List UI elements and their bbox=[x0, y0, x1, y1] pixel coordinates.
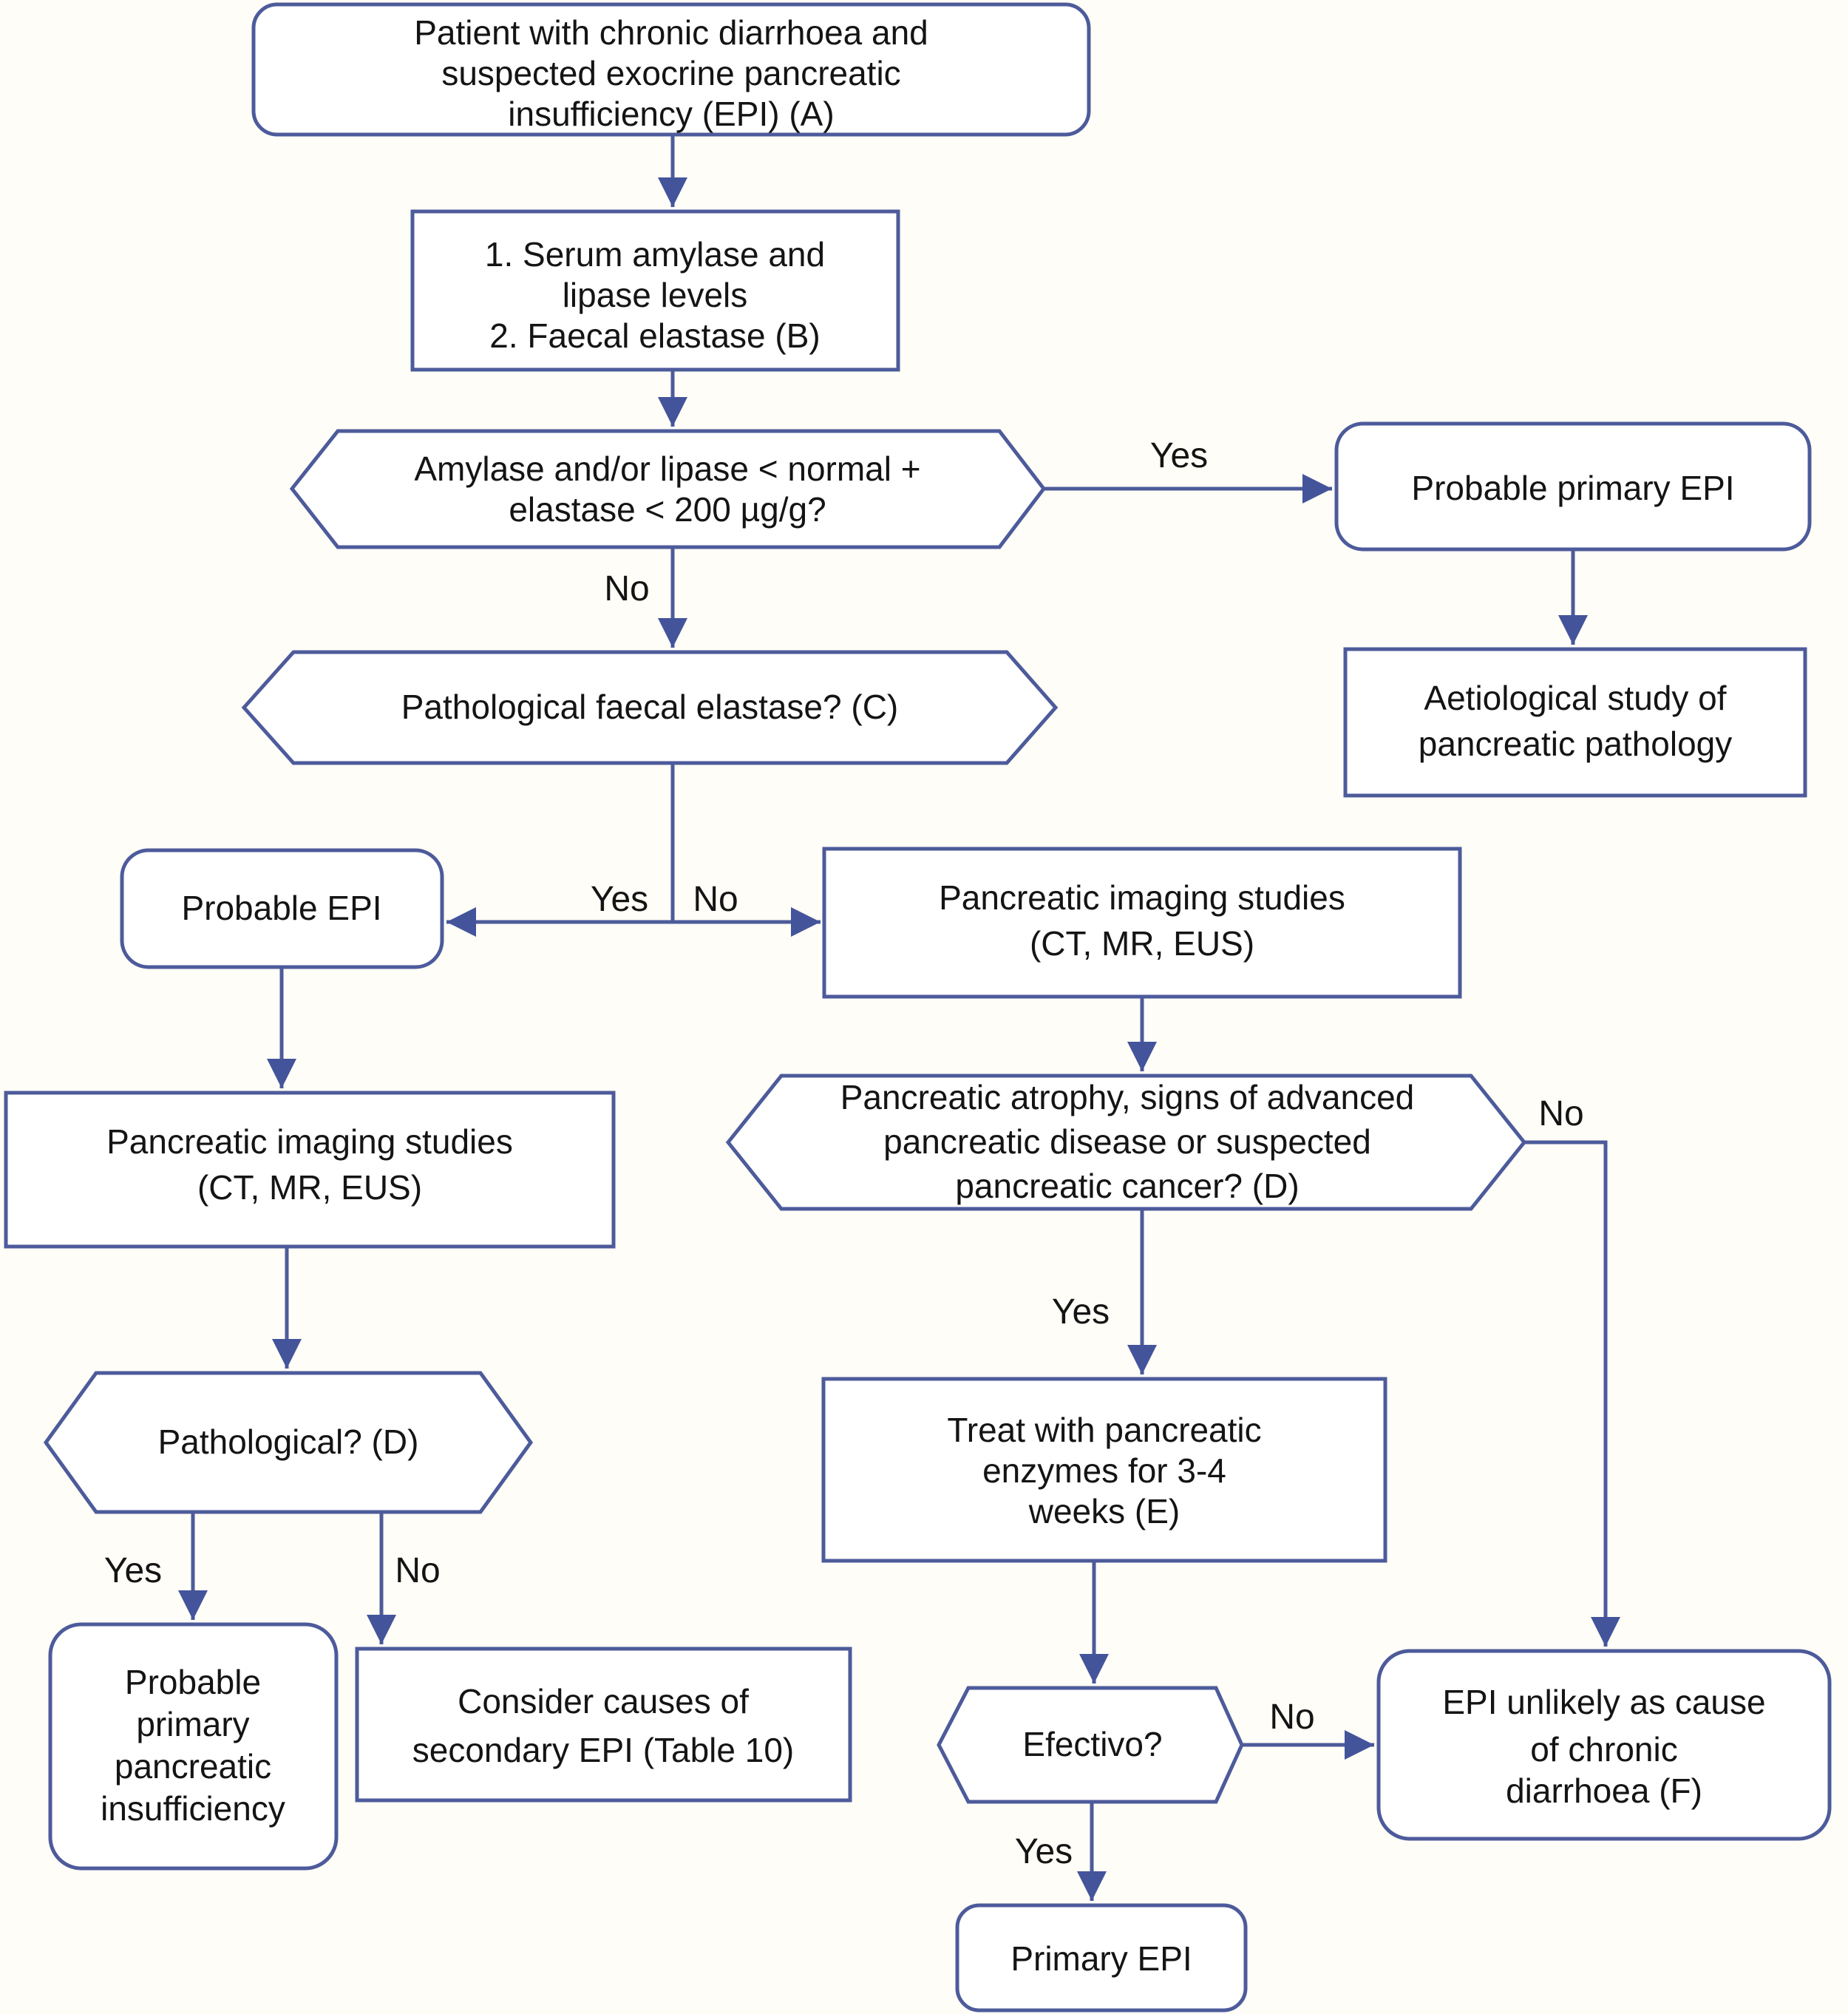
node-amylase-question-line2: elastase < 200 µg/g? bbox=[509, 490, 826, 529]
label-effective-no: No bbox=[1269, 1698, 1315, 1737]
label-pathological-no: No bbox=[395, 1551, 441, 1590]
node-imaging-left-line1: Pancreatic imaging studies bbox=[106, 1122, 513, 1161]
node-tests-line1: 1. Serum amylase and bbox=[484, 235, 826, 274]
label-pathological-yes: Yes bbox=[103, 1551, 163, 1590]
node-treat-enzymes-line1: Treat with pancreatic bbox=[947, 1411, 1262, 1449]
label-amylase-yes: Yes bbox=[1149, 436, 1209, 475]
node-secondary-epi-causes-line1: Consider causes of bbox=[458, 1682, 749, 1720]
node-amylase-question bbox=[292, 431, 1044, 547]
node-patient bbox=[254, 4, 1089, 135]
node-aetiological-study-line1: Aetiological study of bbox=[1424, 679, 1727, 717]
label-effective-yes: Yes bbox=[1014, 1832, 1073, 1871]
node-imaging-right-box bbox=[824, 849, 1460, 997]
node-patient-line2: suspected exocrine pancreatic bbox=[441, 54, 901, 92]
label-atrophy-yes: Yes bbox=[1051, 1292, 1110, 1332]
node-probable-primary-epi bbox=[1336, 424, 1810, 549]
node-atrophy-question-line1: Pancreatic atrophy, signs of advanced bbox=[840, 1078, 1415, 1116]
label-atrophy-no: No bbox=[1538, 1094, 1584, 1133]
node-epi-unlikely-line1: EPI unlikely as cause bbox=[1442, 1683, 1766, 1721]
node-secondary-epi-causes-box bbox=[357, 1649, 850, 1800]
node-ppi-line4: insufficiency bbox=[101, 1789, 285, 1828]
node-secondary-epi-causes-line2: secondary EPI (Table 10) bbox=[412, 1731, 795, 1769]
node-aetiological-study-line2: pancreatic pathology bbox=[1418, 725, 1733, 763]
edges bbox=[193, 136, 1606, 1901]
node-imaging-right-line2: (CT, MR, EUS) bbox=[1029, 924, 1255, 963]
node-atrophy-question bbox=[728, 1076, 1524, 1209]
label-elastase-yes: Yes bbox=[590, 880, 649, 919]
node-treat-enzymes-line3: weeks (E) bbox=[1028, 1492, 1181, 1530]
node-epi-unlikely-line3: diarrhoea (F) bbox=[1506, 1771, 1702, 1810]
node-probable-primary-pancreatic-insufficiency bbox=[50, 1624, 336, 1868]
node-atrophy-question-line3: pancreatic cancer? (D) bbox=[955, 1167, 1300, 1205]
node-aetiological-study bbox=[1345, 649, 1805, 796]
node-tests-line2: lipase levels bbox=[562, 276, 748, 314]
edge-atrophy-no-arrow bbox=[1524, 1142, 1606, 1647]
node-amylase-question-line1: Amylase and/or lipase < normal + bbox=[414, 450, 921, 488]
node-imaging-left bbox=[6, 1093, 614, 1247]
node-primary-epi bbox=[957, 1905, 1246, 2010]
node-probable-epi-line1: Probable EPI bbox=[181, 889, 382, 927]
node-atrophy-question-line2: pancreatic disease or suspected bbox=[883, 1122, 1371, 1161]
node-patient-line1: Patient with chronic diarrhoea and bbox=[414, 13, 928, 52]
node-patient-line3: insufficiency (EPI) (A) bbox=[508, 95, 835, 133]
node-imaging-right bbox=[824, 849, 1460, 997]
node-imaging-right-line1: Pancreatic imaging studies bbox=[939, 878, 1345, 917]
node-ppi-line3: pancreatic bbox=[114, 1747, 272, 1786]
node-treat-enzymes bbox=[823, 1379, 1385, 1561]
node-effective-question-line1: Efectivo? bbox=[1022, 1725, 1163, 1763]
node-primary-epi-line1: Primary EPI bbox=[1010, 1939, 1192, 1978]
node-epi-unlikely bbox=[1379, 1651, 1830, 1839]
node-epi-unlikely-line2: of chronic bbox=[1530, 1730, 1678, 1769]
node-probable-epi bbox=[122, 850, 442, 967]
node-probable-primary-epi-line1: Probable primary EPI bbox=[1411, 469, 1735, 507]
node-amylase-question-hexagon bbox=[292, 431, 1044, 547]
node-effective-question bbox=[939, 1688, 1242, 1802]
label-elastase-no: No bbox=[693, 880, 738, 919]
node-probable-primary-pancreatic-insufficiency-box bbox=[50, 1624, 336, 1868]
node-tests bbox=[412, 211, 898, 370]
label-amylase-no: No bbox=[604, 569, 650, 608]
node-ppi-line2: primary bbox=[136, 1705, 250, 1743]
node-imaging-left-line2: (CT, MR, EUS) bbox=[197, 1168, 423, 1207]
node-faecal-elastase-question bbox=[244, 652, 1056, 763]
node-tests-line3: 2. Faecal elastase (B) bbox=[489, 316, 821, 355]
node-aetiological-study-box bbox=[1345, 649, 1805, 796]
node-ppi-line1: Probable bbox=[124, 1663, 262, 1701]
node-pathological-question-line1: Pathological? (D) bbox=[157, 1423, 419, 1461]
node-pathological-question bbox=[46, 1373, 531, 1512]
node-secondary-epi-causes bbox=[357, 1649, 850, 1800]
node-treat-enzymes-line2: enzymes for 3-4 bbox=[982, 1451, 1226, 1490]
node-faecal-elastase-question-line1: Pathological faecal elastase? (C) bbox=[401, 688, 899, 726]
